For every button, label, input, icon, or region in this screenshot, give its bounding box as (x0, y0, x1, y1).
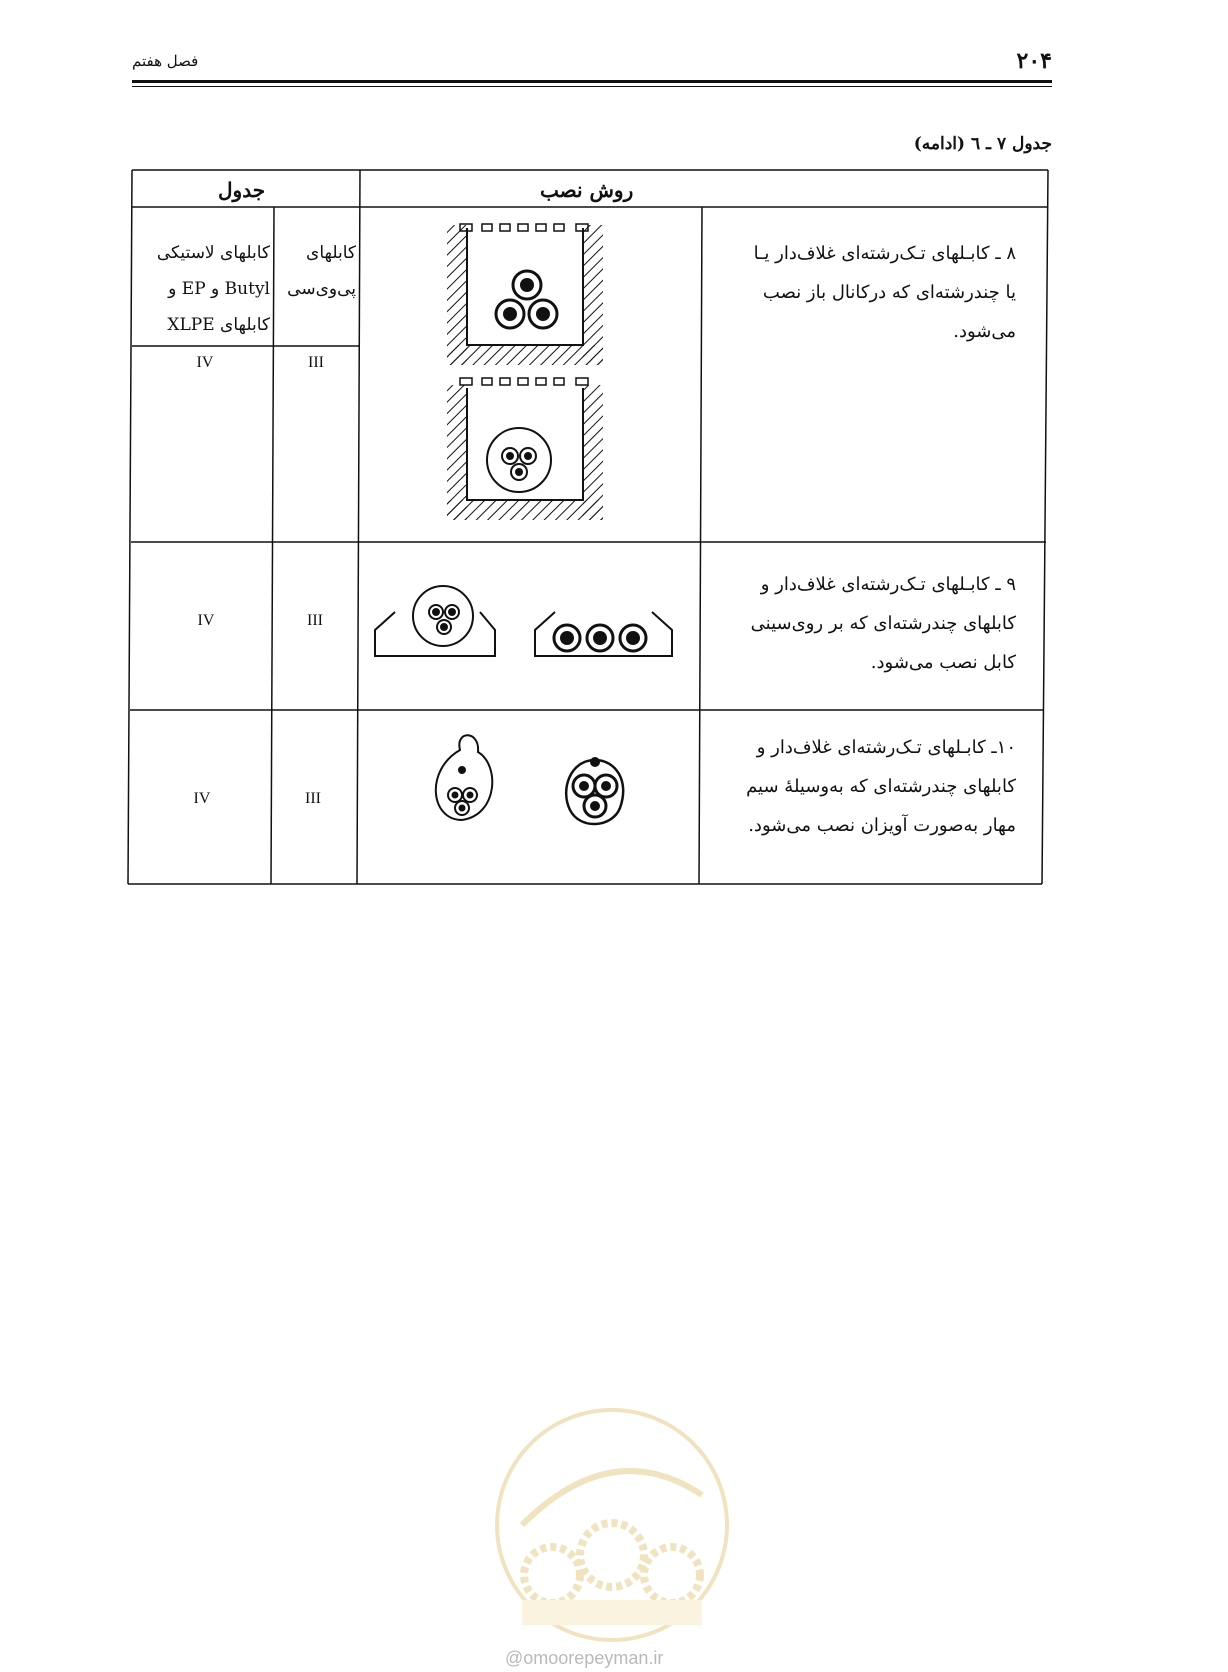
subheader-rubber-line-2: Butyl و EP و (168, 279, 270, 299)
row-10-line-2: کابلهای چندرشته‌ای که به‌وسیلهٔ سیم (746, 776, 1016, 797)
row-10-rubber-class: IV (193, 790, 211, 807)
subheader-pvc-line-2: پی‌وی‌سی (287, 279, 356, 299)
row-10-pvc-class: III (305, 790, 321, 807)
row-8-pvc-class: III (308, 354, 324, 371)
subheader-pvc (276, 235, 356, 307)
watermark-logo (492, 1405, 732, 1645)
row-10-line-1: ۱۰ـ کابـلهای تـک‌رشته‌ای غلاف‌دار و (756, 737, 1016, 758)
subheader-rubber (136, 235, 270, 343)
row-8-rubber-class: IV (196, 354, 214, 371)
row-10-line-3: مهار به‌صورت آویزان نصب می‌شود. (748, 815, 1016, 836)
page-number: ۲۰۴ (1016, 48, 1052, 74)
watermark-url: @omoorepeyman.ir (505, 1648, 664, 1668)
row-9-description (706, 565, 1016, 682)
row-9-line-2: کابلهای چندرشته‌ای که بر روی‌سینی (750, 613, 1016, 634)
subheader-rubber-line-3: کابلهای XLPE (167, 315, 270, 335)
table-caption: جدول ۷ ـ ٦ (ادامه) (913, 134, 1052, 154)
row-8-line-3: می‌شود. (953, 321, 1016, 342)
header-table: جدول (218, 178, 266, 202)
open-channel-illustration-2 (447, 378, 603, 520)
row-8-line-1: ۸ ـ کابـلهای تـک‌رشته‌ای غلاف‌دار یـا (753, 243, 1016, 264)
open-channel-illustration-1 (447, 224, 603, 365)
chapter-title: فصل هفتم (132, 52, 199, 70)
row-9-pvc-class: III (307, 612, 323, 629)
subheader-rubber-line-1: کابلهای لاستیکی (156, 243, 270, 263)
subheader-pvc-line-1: کابلهای (306, 243, 356, 263)
row-8-line-2: یا چندرشته‌ای که درکانال باز نصب (762, 282, 1016, 303)
row-8-description (706, 234, 1016, 351)
cable-tray-illustration (375, 586, 672, 656)
row-9-line-1: ۹ ـ کابـلهای تـک‌رشته‌ای غلاف‌دار و (760, 574, 1016, 595)
suspended-cable-illustration (436, 735, 623, 824)
row-9-rubber-class: IV (197, 612, 215, 629)
header-method: روش نصب (540, 178, 634, 202)
row-10-description (706, 728, 1016, 845)
row-9-line-3: کابل نصب می‌شود. (870, 652, 1016, 673)
